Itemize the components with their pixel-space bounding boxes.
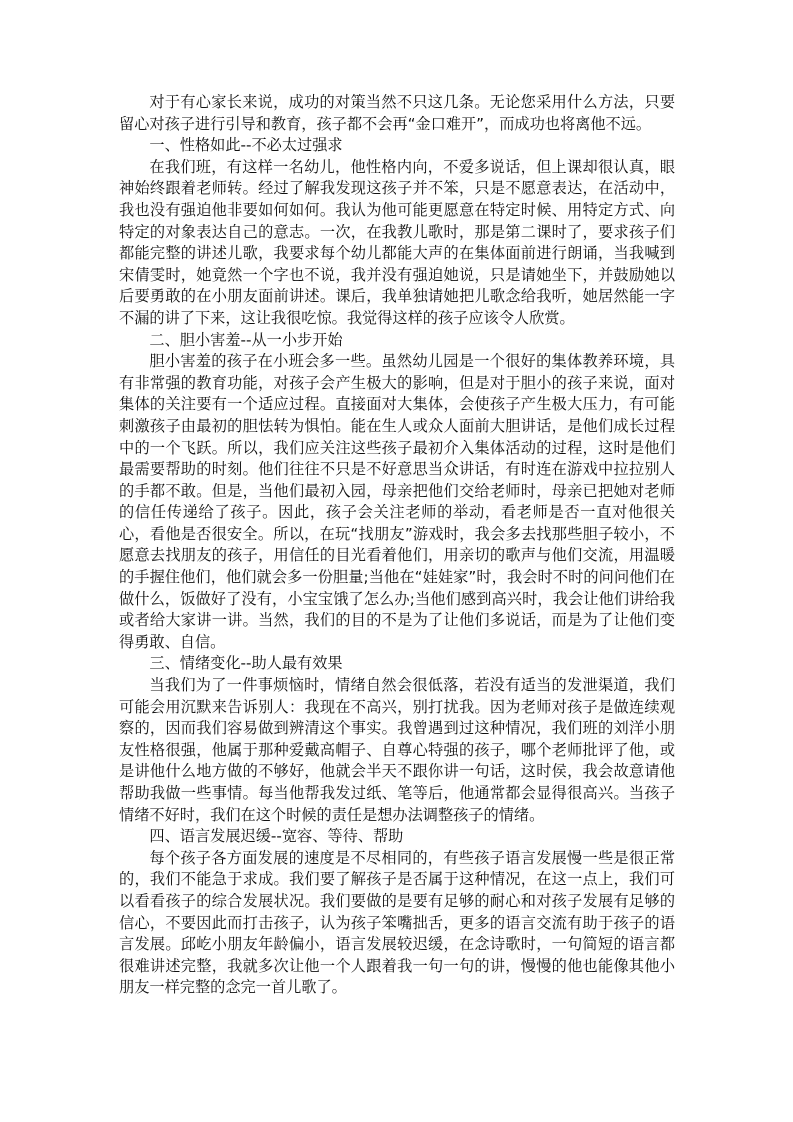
- section-body-3: 当我们为了一件事烦恼时，情绪自然会很低落，若没有适当的发泄渠道，我们可能会用沉默来告诉别人：我现在不高兴，别打扰我。因为老师对孩子是做连续观察的，因而我们容易做到辨清这个事实。我曾遇到过这种情况，我们班的刘洋小朋友性格很强，他属于那种爱戴高帽子、自尊心特强的孩子，哪个老师批评了他，或是讲他什么地方做的不够好，他就会半天不跟你讲一句话，这时侯，我会故意请他帮助我做一些事情。每当他帮我发过纸、笔等后，他通常都会显得很高兴。当孩子情绪不好时，我们在这个时候的责任是想办法调整孩子的情绪。: [119, 676, 675, 824]
- document-page: [119, 92, 675, 999]
- section-heading-1: 一、性格如此--不必太过强求: [149, 136, 343, 155]
- section-body-1: 在我们班，有这样一名幼儿，他性格内向，不爱多说话，但上课却很认真，眼神始终跟着老师转。经过了解我发现这孩子并不笨，只是不愿意表达，在活动中，我也没有强迫他非要如何如何。我认为他可能更愿意在特定时候、用特定方式、向特定的对象表达自己的意志。一次，在我教儿歌时，那是第二课时了，要求孩子们都能完整的讲述儿歌，我要求每个幼儿都能大声的在集体面前进行朗诵，当我喊到宋倩雯时，她竟然一个字也不说，我并没有强迫她说，只是请她坐下，并鼓励她以后要勇敢的在小朋友面前讲述。课后，我单独请她把儿歌念给我听，她居然能一字不漏的讲了下来，这让我很吃惊。我觉得这样的孩子应该令人欣赏。: [119, 157, 675, 327]
- section-body-2: 胆小害羞的孩子在小班会多一些。虽然幼儿园是一个很好的集体教养环境，具有非常强的教育功能，对孩子会产生极大的影响，但是对于胆小的孩子来说，面对集体的关注要有一个适应过程。直接面对大集体，会使孩子产生极大压力，有可能刺激孩子由最初的胆怯转为惧怕。能在生人或众人面前大胆讲话，是他们成长过程中的一个飞跃。所以，我们应关注这些孩子最初介入集体活动的过程，这时是他们最需要帮助的时刻。他们往往不只是不好意思当众讲话，有时连在游戏中拉拉别人的手都不敢。但是，当他们最初入园，母亲把他们交给老师时，母亲已把她对老师的信任传递给了孩子。因此，孩子会关注老师的举动，看老师是否一直对他很关心，看他是否很安全。所以，在玩“找朋友”游戏时，我会多去找那些胆子较小，不愿意去找朋友的孩子，用信任的目光看着他们，用亲切的歌声与他们交流，用温暖的手握住他们，他们就会多一份胆量;当他在“娃娃家”时，我会时不时的问问他们在做什么，饭做好了没有，小宝宝饿了怎么办;当他们感到高兴时，我会让他们讲给我或者给大家讲一讲。当然，我们的目的不是为了让他们多说话，而是为了让他们变得勇敢、自信。: [119, 352, 675, 651]
- section-heading-2: 二、胆小害羞--从一小步开始: [149, 330, 343, 349]
- intro-paragraph: 对于有心家长来说，成功的对策当然不只这几条。无论您采用什么方法，只要留心对孩子进行引导和教育，孩子都不会再“金口难开”，而成功也将离他不远。: [119, 93, 675, 133]
- section-body-4: 每个孩子各方面发展的速度是不尽相同的，有些孩子语言发展慢一些是很正常的，我们不能急于求成。我们要了解孩子是否属于这种情况，在这一点上，我们可以看看孩子的综合发展状况。我们要做的是要有足够的耐心和对孩子发展有足够的信心，不要因此而打击孩子，认为孩子笨嘴拙舌，更多的语言交流有助于孩子的语言发展。邱屹小朋友年龄偏小，语言发展较迟缓，在念诗歌时，一句简短的语言都很难讲述完整，我就多次让他一个人跟着我一句一句的讲，慢慢的他也能像其他小朋友一样完整的念完一首儿歌了。: [119, 848, 675, 997]
- section-heading-3: 三、情绪变化--助人最有效果: [149, 654, 343, 673]
- section-heading-4: 四、语言发展迟缓--宽容、等待、帮助: [149, 827, 404, 846]
